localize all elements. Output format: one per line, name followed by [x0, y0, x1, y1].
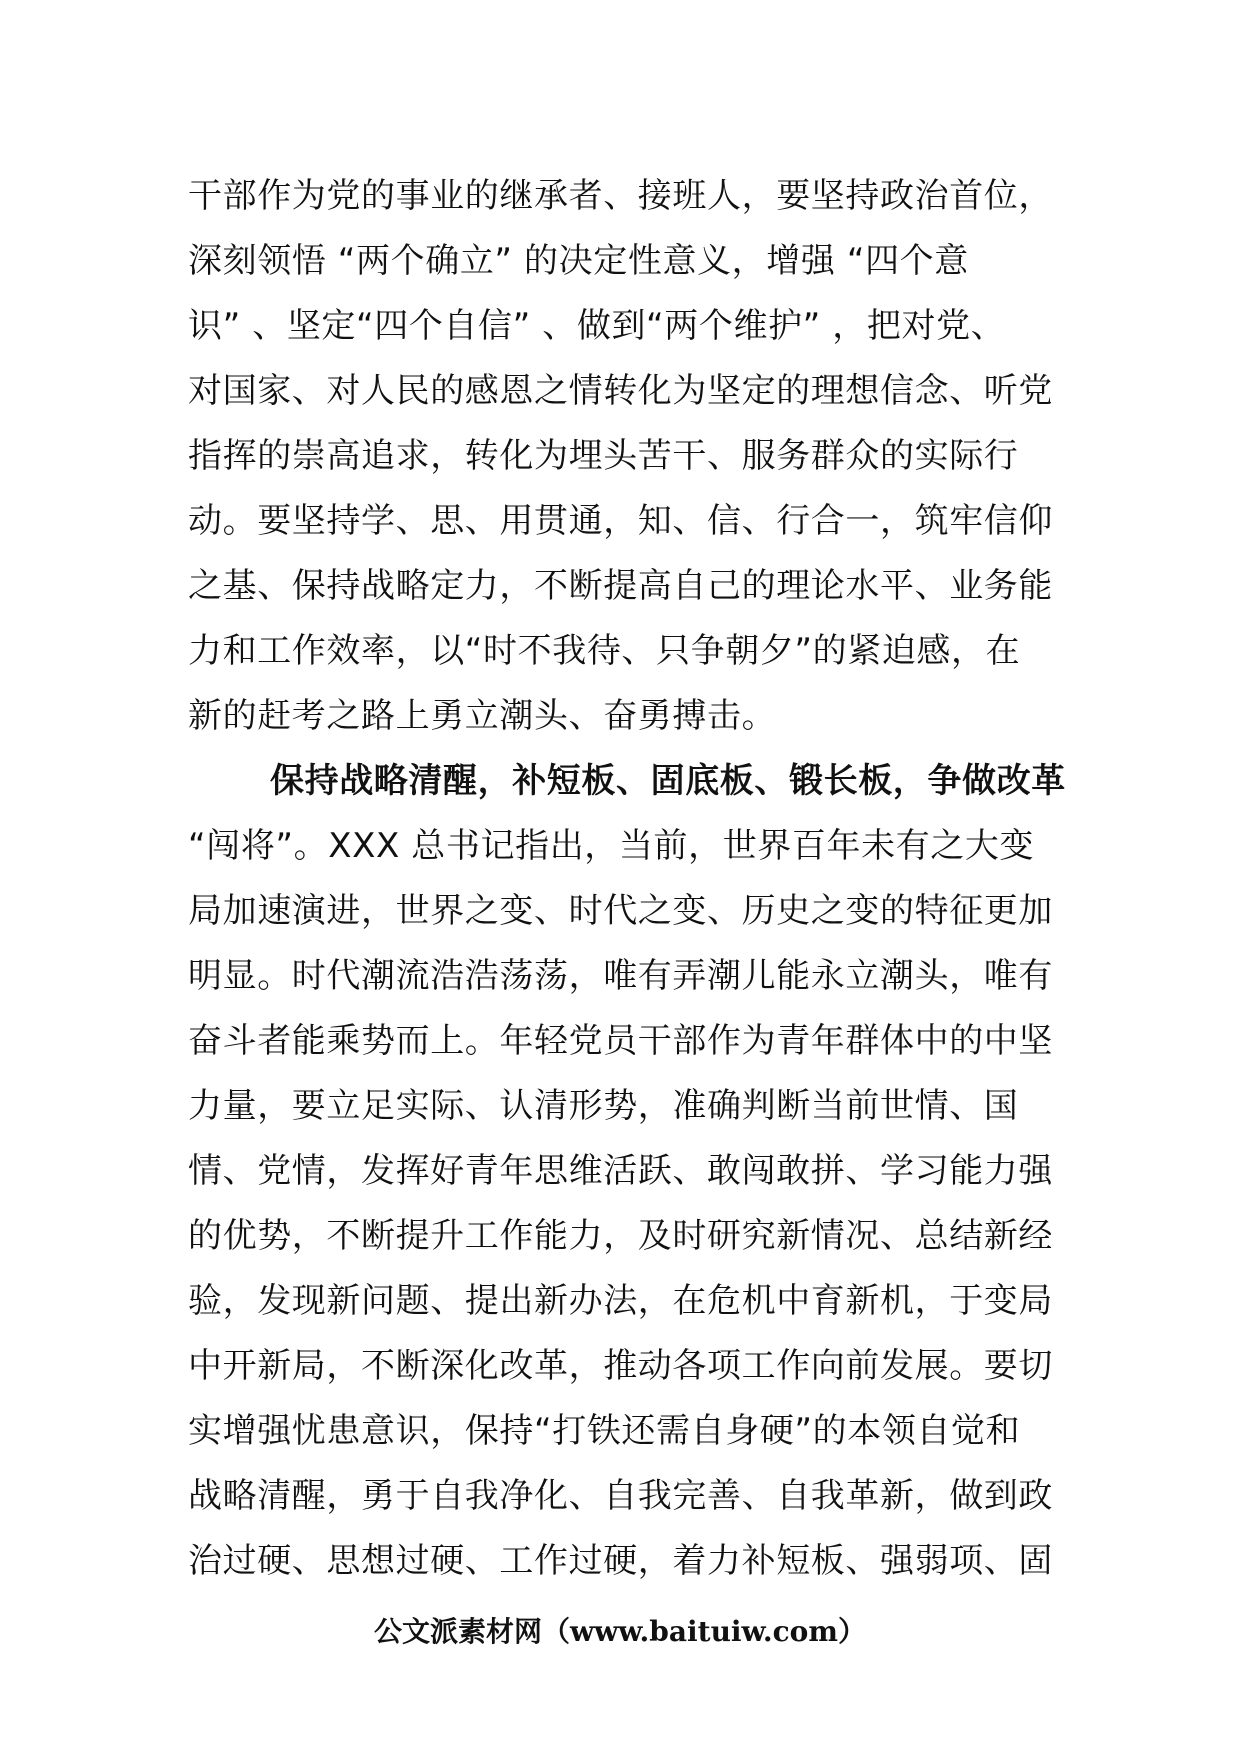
body-line: 之基、保持战略定力，不断提高自己的理论水平、业务能	[188, 566, 1053, 606]
body-line: 对国家、对人民的感恩之情转化为坚定的理想信念、听党	[188, 371, 1053, 411]
body-line: 局加速演进，世界之变、时代之变、历史之变的特征更加	[188, 891, 1053, 931]
body-line: 实增强忧患意识，保持“打铁还需自身硬”的本领自觉和	[188, 1411, 1021, 1451]
body-line: 干部作为党的事业的继承者、接班人，要坚持政治首位，	[188, 176, 1053, 216]
body-line: 识” 、坚定“四个自信” 、做到“两个维护” ，把对党、	[188, 306, 1006, 346]
body-line: 明显。时代潮流浩浩荡荡，唯有弄潮儿能永立潮头，唯有	[188, 956, 1053, 996]
section-heading: 保持战略清醒，补短板、固底板、锻长板，争做改革	[270, 761, 1066, 801]
body-line: 验，发现新问题、提出新办法，在危机中育新机，于变局	[188, 1281, 1053, 1321]
body-line: 治过硬、思想过硬、工作过硬，着力补短板、强弱项、固	[188, 1541, 1053, 1581]
body-line: 情、党情，发挥好青年思维活跃、敢闯敢拼、学习能力强	[188, 1151, 1053, 1191]
body-line: 力量，要立足实际、认清形势，准确判断当前世情、国	[188, 1086, 1019, 1126]
body-line: “闯将”。XXX 总书记指出，当前，世界百年未有之大变	[188, 826, 1035, 866]
body-line: 的优势，不断提升工作能力，及时研究新情况、总结新经	[188, 1216, 1053, 1256]
body-line: 指挥的崇高追求，转化为埋头苦干、服务群众的实际行	[188, 436, 1019, 476]
body-line: 奋斗者能乘势而上。年轻党员干部作为青年群体中的中坚	[188, 1021, 1053, 1061]
body-line: 动。要坚持学、思、用贯通，知、信、行合一，筑牢信仰	[188, 501, 1053, 541]
body-line: 中开新局，不断深化改革，推动各项工作向前发展。要切	[188, 1346, 1053, 1386]
body-line: 深刻领悟 “两个确立” 的决定性意义，增强 “四个意	[188, 241, 969, 281]
body-line: 战略清醒，勇于自我净化、自我完善、自我革新，做到政	[188, 1476, 1053, 1516]
footer-source-text: 公文派素材网（www.baituiw.com）	[374, 1615, 866, 1648]
body-line: 力和工作效率，以“时不我待、只争朝夕”的紧迫感，在	[188, 631, 1021, 671]
document-body	[188, 164, 1066, 1594]
body-line: 新的赶考之路上勇立潮头、奋勇搏击。	[188, 696, 777, 736]
